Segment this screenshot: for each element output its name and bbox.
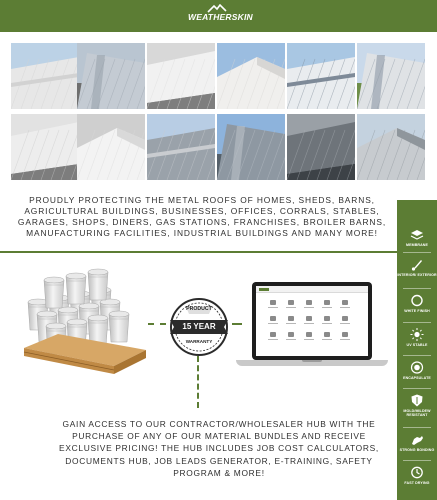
hub-tool-icon [324,300,330,305]
hub-tool-tile [284,316,298,327]
roof-photo-12-image [357,114,425,180]
feature-label: WHITE FINISH [404,309,430,313]
feature-divider [403,460,431,461]
feature-label: FAST DRYING [404,481,430,485]
warranty-badge [166,296,232,358]
roof-photo-2-image [77,43,145,109]
feature-sidebar [397,200,437,500]
hub-tool-tile [338,332,352,343]
feature-divider [403,388,431,389]
roof-photo-5-image [287,43,355,109]
hub-tool-icon [306,300,312,305]
roof-photo-1 [11,43,79,109]
divider-line [0,251,397,253]
feature-label: MEMBRANE [406,243,428,247]
target-icon [410,361,424,374]
roof-photo-4-image [217,43,285,109]
logo-text: WEATHERSKIN [188,12,253,22]
hub-tool-icon [270,332,276,337]
bucket-icon [44,277,64,308]
bucket-icon [109,311,129,342]
hub-screen-preview [256,286,368,356]
hub-tool-tile [302,300,316,311]
hub-tool-tile [320,300,334,311]
hub-tool-label-line [268,339,278,340]
contractor-hub-laptop [236,282,388,368]
roof-photo-9 [147,114,215,180]
bucket-icon [88,269,108,300]
hub-tool-label-line [340,307,350,308]
hub-tool-label-line [286,323,296,324]
roof-photo-6-image [357,43,425,109]
hub-tool-icon [288,316,294,321]
hub-tool-label-line [268,307,278,308]
hub-tool-icon [342,300,348,305]
roof-photo-3-image [147,43,215,109]
hub-tool-label-line [322,307,332,308]
hub-tool-tile [266,316,280,327]
hub-tool-label-line [340,339,350,340]
roof-photo-11 [287,114,355,180]
feature-label: INTERIOR/ EXTERIOR [397,273,437,277]
feature-divider [403,355,431,356]
roof-photo-12 [357,114,425,180]
clock-icon [410,466,424,479]
hub-tool-icon [306,332,312,337]
connector-left [148,323,166,325]
hub-tool-label-line [286,339,296,340]
hub-tool-icon [270,300,276,305]
feature-label: ENCAPSULATE [403,376,431,380]
hub-tool-tile [302,316,316,327]
roof-photo-3 [147,43,215,109]
hand-icon [410,433,424,446]
hub-tool-icon [288,332,294,337]
roof-photo-10-image [217,114,285,180]
hub-tool-tile [284,300,298,311]
hub-tool-icon [324,332,330,337]
roof-photo-8 [77,114,145,180]
hub-tool-label-line [286,307,296,308]
roof-photo-7-image [11,114,79,180]
feature-divider [403,252,431,253]
connector-down [197,356,199,408]
roof-photo-6 [357,43,425,109]
badge-top-text: PRODUCT [186,306,212,312]
badge-years-text: 15 YEAR [182,322,216,331]
hub-tool-icon [342,316,348,321]
laptop-screen [252,282,372,360]
roof-photo-2 [77,43,145,109]
feature-divider [403,288,431,289]
hub-tool-tile [266,332,280,343]
hub-tool-label-line [304,307,314,308]
hub-tool-tile [320,332,334,343]
hub-screen-header [256,286,368,293]
roof-photo-7 [11,114,79,180]
hub-tool-label-line [304,339,314,340]
hub-tool-icon [288,300,294,305]
roof-photo-5 [287,43,355,109]
hub-description-text: GAIN ACCESS TO OUR CONTRACTOR/WHOLESALER HUB WITH THE PURCHASE OF ANY OF OUR MATERIAL BUNDLES AND RECEIVE EXCLUSIVE PRICING! THE HUB INCLUDES JOB COST CALCULATORS, DOCUMENTS HUB, JOB LEADS GENERATOR, E-TRAINING, SAFETY PROGRAM & MORE! [59,419,379,478]
shield-icon [410,394,424,407]
feature-label: STRONG BONDING [399,448,435,452]
badge-bottom-text: WARRANTY [185,339,213,344]
hub-tool-label-line [304,323,314,324]
hub-tool-icon [324,316,330,321]
circle-icon [410,294,424,307]
product-buckets-illustration [22,262,148,382]
weatherskin-logo[interactable] [188,4,253,26]
feature-label: MOLD/MILDEW RESISTANT [403,409,431,418]
sun-icon [410,328,424,341]
brush-icon [410,258,424,271]
tagline-text: PROUDLY PROTECTING THE METAL ROOFS OF HOMES, SHEDS, BARNS, AGRICULTURAL BUILDINGS, BUSINESSES, OFFICES, CORRALS, STABLES, GARAGES, SHOPS, DINERS, GAS STATIONS, FRANCHISES, BROILER BARNS, MANUFACTURING FACILITIES, INDUSTRIAL BUILDINGS AND MANY MORE! [17,195,387,238]
laptop-notch [302,360,322,362]
hub-tool-tile [338,300,352,311]
roof-photo-8-image [77,114,145,180]
hub-tool-tile [266,300,280,311]
roof-photo-10 [217,114,285,180]
hub-logo-icon [259,288,269,291]
hub-tool-tile [284,332,298,343]
feature-divider [403,427,431,428]
roof-photo-1-image [11,43,79,109]
roof-photo-9-image [147,114,215,180]
layers-icon [410,228,424,241]
hub-tool-icon [342,332,348,337]
feature-label: UV STABLE [406,343,428,347]
feature-divider [403,322,431,323]
hub-tool-label-line [322,339,332,340]
bucket-icon [66,273,86,304]
hub-tool-tile [302,332,316,343]
header-bar [0,0,437,32]
hub-tool-label-line [340,323,350,324]
hub-tool-icon [270,316,276,321]
hub-tool-label-line [322,323,332,324]
hub-tool-tile [338,316,352,327]
roof-photo-4 [217,43,285,109]
hub-tool-icon [306,316,312,321]
hub-tool-label-line [268,323,278,324]
roof-photo-11-image [287,114,355,180]
hub-tool-tile [320,316,334,327]
